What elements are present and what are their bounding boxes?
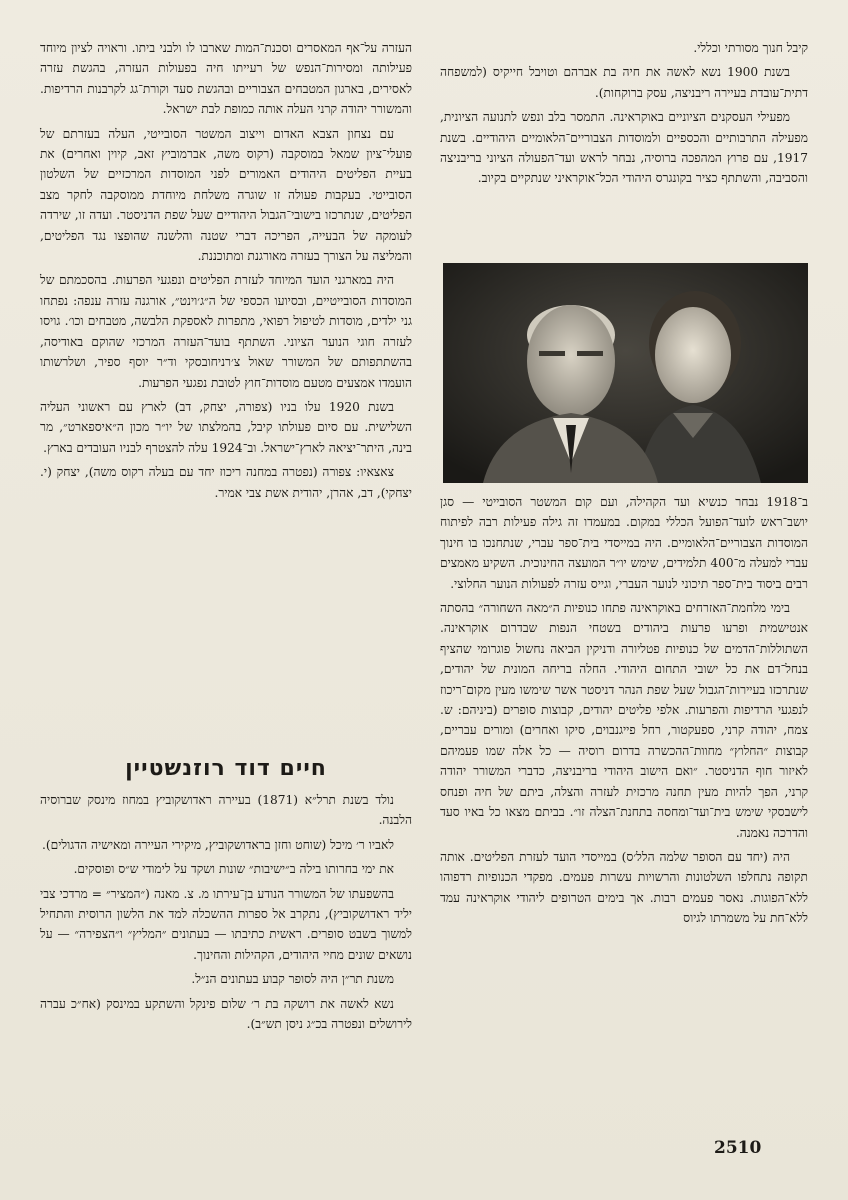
paragraph: קיבל חנוך מסורתי וכללי. [693, 41, 808, 55]
paragraph: מפעילי העסקנים הציוניים באוקראינה. התמסר בלב ונפש לתנועה הציונית, מפעילה התרבותיים והכספיים ולמוסדות הצבוריים־הלאומיים היהודיים. בשנת 1917, עם פרוץ המהפכה ברוסיה, נבחר לראש ועד־הפעולה הציוני בריבניצה והסביבה, והשתתף כציר בקונגרס היהודי הכל־אוקראיני שנתקיים בקיוב. [440, 110, 808, 186]
portrait-photo [443, 263, 808, 483]
paragraph: נולד בשנת תרל״א (1871) בעיירה ראדושקוביץ במחוז מינסק שברוסיה הלבנה. [40, 793, 412, 828]
paragraph: היה (יחד עם הסופר שלמה הלל׳ס) במייסדי הועד לעזרת הפליטים. אותה תקופה נתחלפו השלטונות והרשויות עשרות פעמים. מפקדי הכנופיות רדפוהו ללא־הפוגות. נאסר פעמים רבות. אך בימים הטרופים ליהודי אוקראינה עמד ללא־חת על משמרתו לגיוס [440, 849, 808, 926]
left-column-top [40, 38, 412, 507]
paragraph: בהשפעתו של המשורר הנודע בן־עירתו מ. צ. מאנה (״המציר״ = מרדכי צבי יליד ראדושקוביץ), נתקרב אל ספרות ההשכלה למד את הלשון הרוסית והתחיל למשוך בשבט סופרים. ראשית כתיבתו — בעתונים ״המליץ״ ו״הצפירה״ — על נושאים שונים מחיי היהודים, הקהילות והחינוך. [40, 886, 412, 962]
paragraph: היה במארגני הועד המיוחד לעזרת הפליטים ונפגעי הפרעות. בהסכמתם של המוסדות הסובייטיים, ובסיועו הכספי של ה״ג׳וינט״, אורגנה עזרה ענפה: נפתחו גני ילדים, מוסדות לטיפול רפואי, מתפרות לאספקת הלבשה, מטבחים וכו׳. גויסו לעזרה חוגי הנוער הציוני. השתתף בועד־העזרה המרכזי שהוקם באודיסה, בהשתתפותם של המשורר שאול צ׳רניחובסקי וד״ר יוסף ספיר, ושלרשותו הועמדו אמצעים מטעם מוסדות־חוץ לטובת נפגעי הפרעות. [40, 273, 412, 390]
paragraph: צאצאיו: צפורה (נפטרה במחנה ריכוז יחד עם בעלה רקוס משה), יצחק (י. יצחקי), דב, אהרן, יהודית אשת צבי אמיר. [40, 465, 412, 500]
paragraph: לאביו ר׳ מיכל (שוחט וחזן בראדושקוביץ, מיקירי העיירה ומאישיה הדגולים). [41, 837, 394, 852]
paragraph: בימי מלחמת־האזרחים באוקראינה פתחו כנופיות ה״מאה השחורה״ בהסתה אנטישמית ופרעו פרעות ביהודים בשטחי הנפות שבדרום אוקראינה. השתוללות־הדמים של כנופיות פטליורה ודניקין הביאה נחשול פוגרומי שהציף בנחל־דם את כל ישובי התחום היהודי. החלה בריחה המונית של יהודים, שנתרכזו בעיירות־הגבול שעל שפת הנהר דניסטר אשר שימשו מעין מקום־ריכוז לנפגעי הרדיפות והפרעות. אלפי פליטים יהודים, קבוצות סופרים (ביניהם: ש. צמח, יהודה קרני, ספעקטור, רחל פייגנבוים, סיקו ואחרים) ומורים עבריים, קבוצות ״החלוץ״ מחוות־ההכשרה בדרום רוסיה — כל אלה שמו פעמיהם לאיזור חוף הדניסטר. ״ואם הישוב היהודי בריבניצה, כדברי המשורר יהודה קרני, הפך להיות מעין תחנה מרכזית לעזרה והצלה, ביתם של חיה ופנחס לישבסקי שימש בית־ועד־ומחסה בתחנת־הצלה זו״. בביתם מצאו כל באיו סעד והדרכה נאמנה. [440, 601, 808, 840]
right-column-top [440, 38, 808, 193]
right-column-bottom [440, 492, 808, 933]
page-number: 2510 [714, 1138, 762, 1158]
paragraph: עם נצחון הצבא האדום וייצוב המשטר הסובייטי, העלה בעזרתם של פועלי־ציון שמאל במוסקבה (רקוס משה, אברמוביץ זאב, קיוין ואחרים) את בעיית הפליטים היהודים האמורים לפני המוסדות המרכזיים של השלטון הסובייטי. בעקבות פעולה זו שוגרה משלחת מיוחדת ממוסקבה לחקר מצב הפליטים, שנתרכזו בישובי־הגבול היהודיים שעל שפת הדניסטר. ועדה זו, שירדה לעומקה של הבעייה, הפריכה דברי שטנה והלשנה שהופצו נגד הפליטים, והמליצה על הצורך בעזרה מאורגנת ומתוכננת. [40, 126, 412, 264]
left-column-bottom [40, 790, 412, 1038]
paragraph: נשא לאשה את רושקה בת ר׳ שלום פינקל והשתקע במינסק (אח״כ עברה לירושלים ונפטרה בכ״ג ניסן תש״ב). [40, 996, 412, 1032]
paragraph: משנת תר״ן היה לסופר קבוע בעתונים הנ״ל. [191, 972, 394, 987]
paragraph: את ימי בחרותו בילה ב״ישיבות״ שונות ושקד על לימודי ש״ס ופוסקים. [73, 862, 394, 877]
paragraph: בשנת 1920 עלו בניו (צפורה, יצחק, דב) לארץ עם ראשוני העליה השלישית. עם סיום פעולתו קיבל, בהמלצתו של יו״ר מכון ה״איספארט״, מר בינה, היתר־יציאה לארץ־ישראל. וב־1924 עלה להצטרף לבניו העובדים בארץ. [40, 399, 412, 455]
couple-portrait-image [443, 263, 808, 483]
biography-heading: חיים דוד רוזנשטיין [125, 756, 327, 781]
paragraph: בשנת 1900 נשא לאשה את חיה בת אברהם וטויבל חייקיס (למשפחה דתית־עובדת בעיירה ריבניצה, עסק ברוקחות). [440, 65, 808, 100]
paragraph: ב־1918 נבחר כנשיא ועד הקהילה, ועם קום המשטר הסובייטי — סגן יושב־ראש לועד־הפועל הכללי במקום. במעמדו זה גילה פעילות רבה לפיתוח המוסדות הצבוריים־הלאומיים. היה במייסדי בית־ספר עברי, שנתחנכו בו חינוך עברי למעלה מ־400 תלמידים, שימש יו״ר המועצה החינוכית. השקיע מאמצים רבים ביסוד בית־ספר תיכוני לנוער העברי, וגייס עזרה לפעולות הנוער החלוצי. [440, 495, 808, 591]
paragraph: העזרה על־אף המאסרים וסכנת־המות שארבו לו ולבני ביתו. וראויה לציון מיוחד פעילותה ומסירות־הנפש של רעייתו חיה בפעולות העזרה, בהגשת עזרה לאסירים, בארגון המטבחים הצבוריים ובהגשת סעד וקורת־גג לקרבנות הרדיפות. והמשורר יהודה קרני העלה אותה כמופת לבת ישראל. [40, 41, 412, 117]
